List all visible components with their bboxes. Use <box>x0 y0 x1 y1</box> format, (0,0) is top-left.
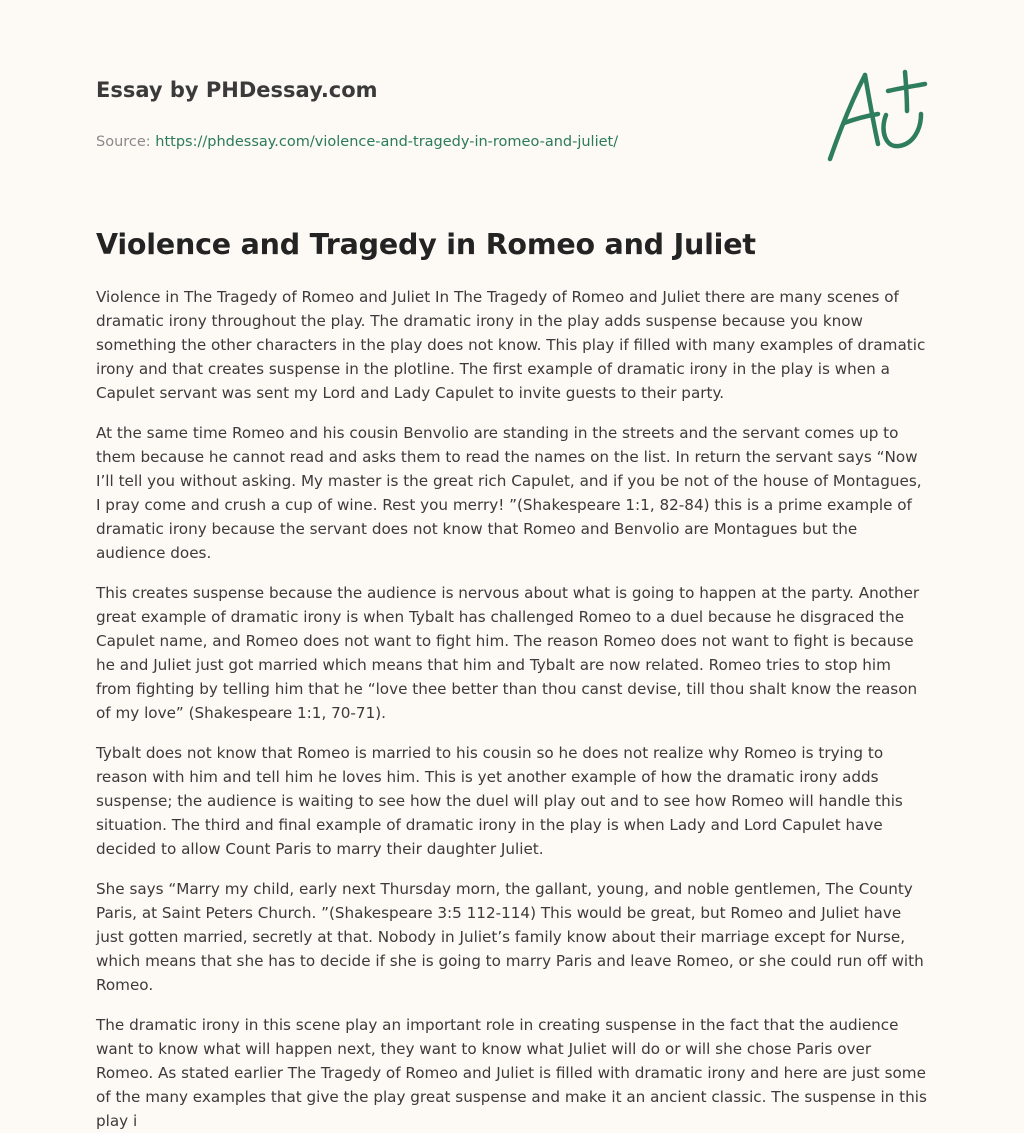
paragraph: Tybalt does not know that Romeo is married to his cousin so he does not realize why Romeo is trying to reason with him and tell him he loves him. This is yet another example of how the dramatic irony adds suspense; the audience is waiting to see how the duel will play out and to see how Romeo will handle this situation. The third and final example of dramatic irony in the play is when Lady and Lord Capulet have decided to allow Count Paris to marry their daughter Juliet. <box>96 744 903 858</box>
page-header <box>96 76 796 152</box>
site-brand: Essay by PHDessay.com <box>96 78 378 102</box>
paragraph: Violence in The Tragedy of Romeo and Juliet In The Tragedy of Romeo and Juliet there are many scenes of dramatic irony throughout the play. The dramatic irony in the play adds suspense because you know something the other characters in the play does not know. This play if filled with many examples of dramatic irony and that creates suspense in the plotline. The first example of dramatic irony in the play is when a Capulet servant was sent my Lord and Lady Capulet to invite guests to their party. <box>96 288 926 402</box>
article-body <box>96 285 930 1133</box>
paragraph: At the same time Romeo and his cousin Benvolio are standing in the streets and the servant comes up to them because he cannot read and asks them to read the names on the list. In return the servant says “Now I’ll tell you without asking. My master is the great rich Capulet, and if you be not of the house of Montagues, I pray come and crush a cup of wine. Rest you merry! ”(Shakespeare 1:1, 82-84) this is a prime example of dramatic irony because the servant does not know that Romeo and Benvolio are Montagues but the audience does. <box>96 424 922 562</box>
article-title: Violence and Tragedy in Romeo and Juliet <box>96 228 756 261</box>
paragraph: This creates suspense because the audience is nervous about what is going to happen at the party. Another great example of dramatic irony is when Tybalt has challenged Romeo to a duel because he disgraced the Capulet name, and Romeo does not want to fight him. The reason Romeo does not want to fight is because he and Juliet just got married which means that him and Tybalt are now related. Romeo tries to stop him from fighting by telling him that he “love thee better than thou canst devise, till thou shalt know the reason of my love” (Shakespeare 1:1, 70-71). <box>96 584 920 722</box>
a-plus-logo-icon <box>822 66 928 166</box>
paragraph: The dramatic irony in this scene play an important role in creating suspense in the fact that the audience want to know what will happen next, they want to know what Juliet will do or will she chose Paris over Romeo. As stated earlier The Tragedy of Romeo and Juliet is filled with dramatic irony and here are just some of the many examples that give the play great suspense and make it an ancient classic. The suspense in this play i <box>96 1016 927 1130</box>
source-label: Source: <box>96 134 151 150</box>
source-link[interactable]: https://phdessay.com/violence-and-tragedy-in-romeo-and-juliet/ <box>155 134 619 150</box>
paragraph: She says “Marry my child, early next Thursday morn, the gallant, young, and noble gentlemen, The County Paris, at Saint Peters Church. ”(Shakespeare 3:5 112-114) This would be great, but Romeo and Juliet have just gotten married, secretly at that. Nobody in Juliet’s family know about their marriage except for Nurse, which means that she has to decide if she is going to marry Paris and leave Romeo, or she could run off with Romeo. <box>96 880 924 994</box>
source-line <box>96 132 796 152</box>
